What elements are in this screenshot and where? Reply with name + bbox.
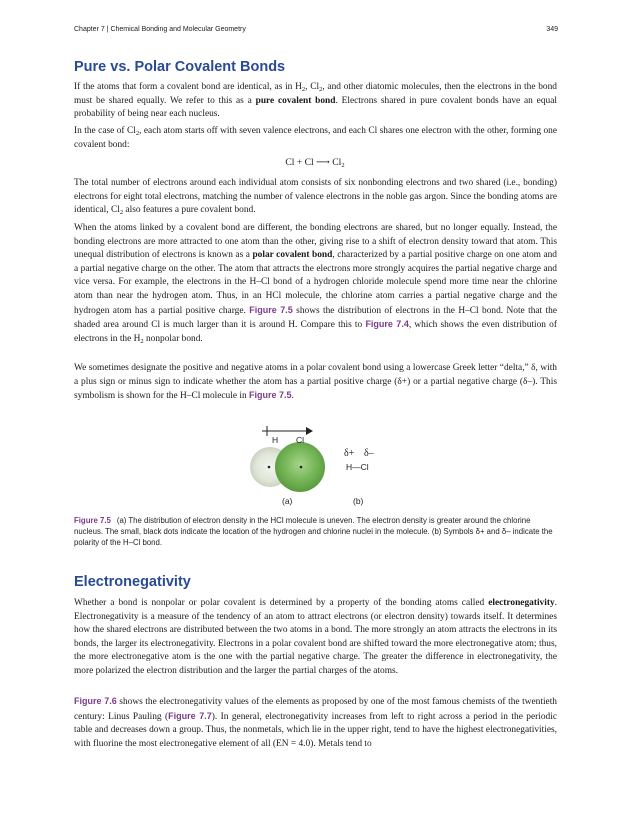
- chlorine-nucleus-dot: [300, 466, 303, 469]
- paragraph-polar-covalent: When the atoms linked by a covalent bond are different, the bonding electrons are shared, but no longer equally. Instead, the bonding electrons are more attracted to one atom than the other, giving rise to a shift of electron density toward that atom. This unequal distribution of electrons is known as a polar covalent bond, characterized by a partial positive charge on one atom and a partial negative charge on the other. The atom that attracts the electrons more strongly acquires the partial negative charge and vice versa. For example, the electrons in the H–Cl bond of a hydrogen chloride molecule spend more time near the chlorine atom than near the hydrogen atom. Thus, in an HCl molecule, the chlorine atom carries a partial negative charge and the hydrogen atom has a partial positive charge. Figure 7.5 shows the distribution of electrons in the H–Cl bond. Note that the shaded area around Cl is much larger than it is around H. Compare this to Figure 7.4, which shows the even distribution of electrons in the $H_2$ nonpolar bond.: [74, 223, 557, 345]
- equation-cl2: Cl + Cl ⟶ $Cl_2$: [285, 157, 345, 169]
- section-heading-electronegativity: Electronegativity: [74, 574, 191, 590]
- panel-b-label: (b): [353, 496, 364, 506]
- paragraph-electron-count: The total number of electrons around each individual atom consists of six nonbonding electrons and two shared (i.e., bonding) electrons for eight total electrons, matching the number of valence electrons in the noble gas argon. Since the bonding atoms are identical, $Cl_2$ also features a pure covalent bond.: [74, 178, 557, 217]
- dipole-arrowhead: [306, 427, 313, 435]
- figure-7-7-link[interactable]: Figure 7.7: [168, 710, 212, 721]
- chapter-title: Chapter 7 | Chemical Bonding and Molecular Geometry: [74, 26, 246, 33]
- hcl-electron-density-diagram: [240, 422, 400, 512]
- term-pure-covalent-bond: pure covalent bond: [255, 95, 336, 106]
- paragraph-electronegativity: Whether a bond is nonpolar or polar covalent is determined by a property of the bonding atoms called electronegativity. Electronegativity is a measure of the tendency of an atom to attract electrons (or electron density) towards itself. It determines how the shared electrons are distributed between the two atoms in a bond. The more strongly an atom attracts the electrons in its bonds, the larger its electronegativity. Electrons in a polar covalent bond are shifted toward the more electronegative atom; thus, the more electronegative atom is the one with the partial negative charge. The greater the difference in electronegativity, the more polarized the electron distribution and the larger the partial charges of the atoms.: [74, 598, 557, 676]
- paragraph-delta-notation: We sometimes designate the positive and negative atoms in a polar covalent bond using a lowercase Greek letter “delta,” δ, with a plus sign or minus sign to indicate whether the atom has a partial positive charge (δ+) or a partial negative charge (δ–). This symbolism is shown for the H–Cl molecule in Figure 7.5.: [74, 363, 557, 402]
- figure-7-4-link[interactable]: Figure 7.4: [365, 319, 409, 330]
- label-hcl-bond: H—Cl: [346, 462, 369, 472]
- paragraph-pure-covalent: If the atoms that form a covalent bond are identical, as in $H_2$, $Cl_2$, and other diatomic molecules, then the electrons in the bond must be shared equally. We refer to this as a pure covalent bond. Electrons shared in pure covalent bonds have an equal probability of being near each nucleus.: [74, 82, 557, 120]
- panel-a-label: (a): [282, 496, 293, 506]
- paragraph-cl2: In the case of $Cl_2$, each atom starts off with seven valence electrons, and each Cl shares one electron with the other, forming one covalent bond:: [74, 126, 557, 150]
- figure-7-5-link[interactable]: Figure 7.5: [249, 304, 293, 315]
- figure-7-5: [240, 422, 400, 512]
- label-cl: Cl: [296, 435, 305, 445]
- figure-7-5-link-2[interactable]: Figure 7.5: [249, 390, 292, 401]
- label-delta-plus: δ+: [344, 448, 355, 459]
- figure-7-6-link[interactable]: Figure 7.6: [74, 696, 117, 706]
- section-heading-pure-vs-polar: Pure vs. Polar Covalent Bonds: [74, 59, 286, 75]
- figure-7-5-caption: Figure 7.5 (a) The distribution of electron density in the HCl molecule is uneven. The electron density is greater around the chlorine nucleus. The small, black dots indicate the location of the hydrogen and chlorine nuclei in the molecule. (b) Symbols δ+ and δ– indicate the polarity of the H–Cl bond.: [74, 516, 553, 547]
- label-h: H: [272, 435, 279, 445]
- hydrogen-nucleus-dot: [268, 466, 271, 469]
- term-electronegativity: electronegativity: [488, 598, 555, 608]
- paragraph-pauling: Figure 7.6 shows the electronegativity values of the elements as proposed by one of the most famous chemists of the twentieth century: Linus Pauling (Figure 7.7). In general, electronegativity increases from left to right across a period in the periodic table and decreases down a group. Thus, the nonmetals, which lie in the upper right, tend to have the highest electronegativities, with fluorine the most electronegative element of all (EN = 4.0). Metals tend to: [74, 696, 557, 749]
- running-header: [74, 26, 558, 33]
- caption-figure-number: Figure 7.5: [74, 516, 111, 525]
- label-delta-minus: δ–: [364, 448, 374, 459]
- page-number: 349: [546, 26, 558, 33]
- term-polar-covalent-bond: polar covalent bond: [252, 250, 333, 261]
